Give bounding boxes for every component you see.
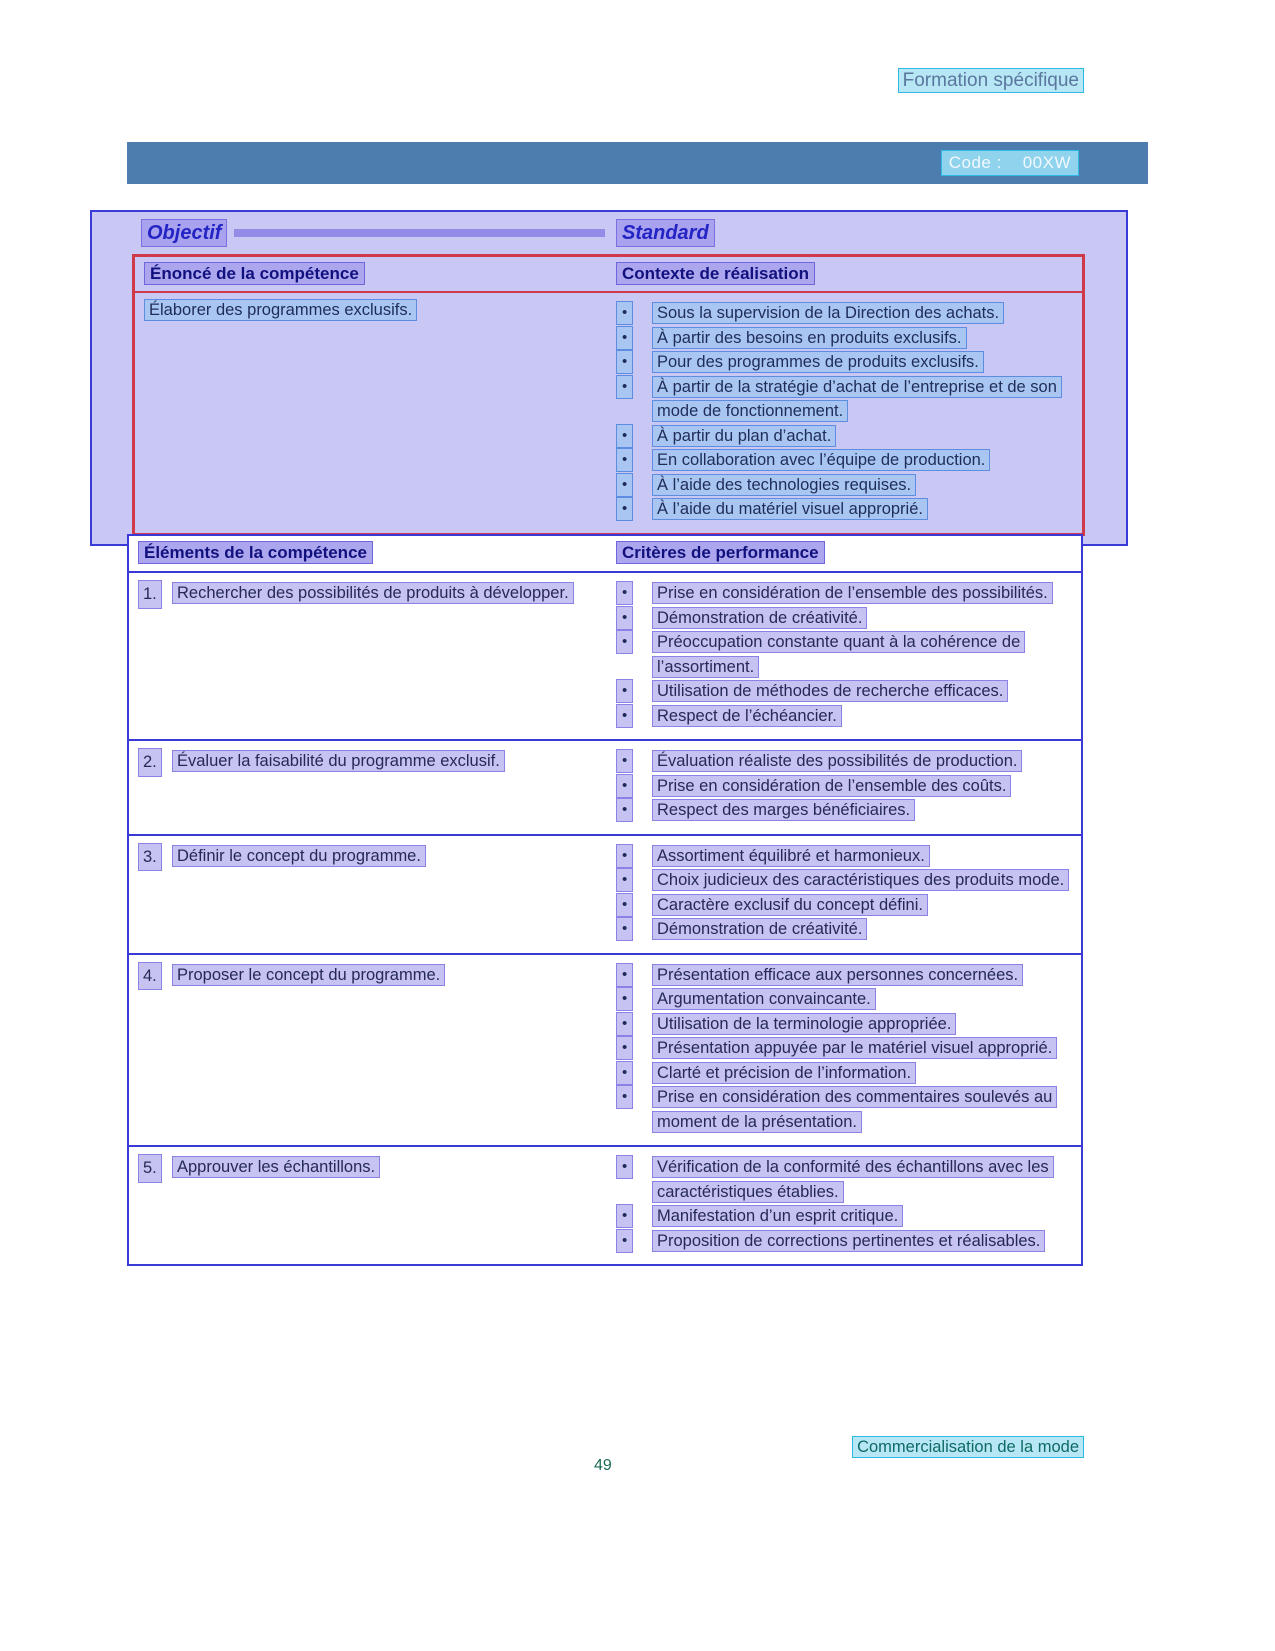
criteria-list — [617, 963, 1071, 1135]
criterion-item — [617, 581, 1071, 606]
context-item — [617, 448, 1072, 473]
context-item-text: Sous la supervision de la Direction des achats. — [653, 303, 1003, 323]
element-cell — [129, 844, 607, 942]
context-item-text: Pour des programmes de produits exclusifs. — [653, 352, 983, 372]
criterion-text: Présentation efficace aux personnes concernées. — [653, 965, 1022, 985]
competence-table-body — [135, 293, 1082, 533]
criterion-text: Vérification de la conformité des échantillons avec les caractéristiques établies. — [653, 1157, 1053, 1202]
element-text: Évaluer la faisabilité du programme exclusif. — [173, 751, 504, 771]
footer-label: Commercialisation de la mode — [853, 1437, 1083, 1457]
element-number: 3. — [139, 844, 161, 871]
element-label — [139, 1155, 597, 1180]
page-number: 49 — [594, 1457, 612, 1474]
competence-statement-cell — [135, 299, 607, 524]
criteria-list — [617, 749, 1071, 823]
element-number: 5. — [139, 1155, 161, 1182]
elements-table — [127, 534, 1083, 1266]
element-row — [129, 741, 1081, 836]
enonce-header-cell — [135, 262, 607, 286]
criterion-item — [617, 893, 1071, 918]
criterion-text: Respect des marges bénéficiaires. — [653, 800, 914, 820]
element-text: Rechercher des possibilités de produits à développer. — [173, 583, 573, 603]
element-cell — [129, 963, 607, 1135]
context-item — [617, 301, 1072, 326]
criterion-item — [617, 1229, 1071, 1254]
criterion-item — [617, 1036, 1071, 1061]
criteria-cell — [607, 581, 1081, 728]
criterion-item — [617, 1012, 1071, 1037]
criteria-cell — [607, 963, 1081, 1135]
context-item-text: À partir du plan d’achat. — [653, 426, 835, 446]
element-row — [129, 1147, 1081, 1264]
context-item — [617, 326, 1072, 351]
standard-heading-cell — [617, 220, 1083, 246]
context-cell — [607, 299, 1082, 524]
criteres-header-cell — [607, 543, 1081, 563]
criterion-item — [617, 606, 1071, 631]
competence-table-header — [135, 257, 1082, 293]
objectif-heading-cell — [142, 220, 617, 246]
criterion-item — [617, 798, 1071, 823]
criterion-text: Présentation appuyée par le matériel visuel approprié. — [653, 1038, 1056, 1058]
context-item — [617, 375, 1072, 424]
element-label — [139, 749, 597, 774]
section-title — [899, 70, 1083, 92]
criterion-text: Prise en considération de l’ensemble des coûts. — [653, 776, 1010, 796]
context-item-text: À l’aide des technologies requises. — [653, 475, 915, 495]
context-item — [617, 473, 1072, 498]
criterion-text: Démonstration de créativité. — [653, 608, 866, 628]
criterion-text: Choix judicieux des caractéristiques des produits mode. — [653, 870, 1068, 890]
element-number: 2. — [139, 749, 161, 776]
criterion-item — [617, 704, 1071, 729]
contexte-header: Contexte de réalisation — [617, 263, 814, 284]
criteria-list — [617, 844, 1071, 942]
criterion-text: Argumentation convaincante. — [653, 989, 875, 1009]
standard-heading: Standard — [617, 220, 714, 246]
criterion-text: Assortiment équilibré et harmonieux. — [653, 846, 929, 866]
element-row — [129, 573, 1081, 741]
criterion-text: Démonstration de créativité. — [653, 919, 866, 939]
element-row — [129, 955, 1081, 1148]
element-text: Définir le concept du programme. — [173, 846, 425, 866]
criterion-item — [617, 963, 1071, 988]
elements-header-cell — [129, 543, 607, 563]
criterion-text: Proposition de corrections pertinentes et réalisables. — [653, 1231, 1044, 1251]
criterion-text: Caractère exclusif du concept défini. — [653, 895, 927, 915]
criterion-item — [617, 1155, 1071, 1204]
criterion-text: Prise en considération des commentaires soulevés au moment de la présentation. — [653, 1087, 1056, 1132]
footer — [853, 1438, 1083, 1457]
context-item-text: En collaboration avec l’équipe de production. — [653, 450, 989, 470]
elements-table-header — [129, 536, 1081, 573]
context-item-text: À partir des besoins en produits exclusifs. — [653, 328, 966, 348]
heading-rule — [234, 229, 605, 237]
context-item-text: À l’aide du matériel visuel approprié. — [653, 499, 927, 519]
context-list — [617, 301, 1072, 522]
context-item — [617, 424, 1072, 449]
criteria-list — [617, 1155, 1071, 1253]
context-item — [617, 350, 1072, 375]
panel-heading-row — [142, 220, 1083, 246]
criterion-text: Utilisation de la terminologie appropriée. — [653, 1014, 955, 1034]
criterion-item — [617, 1061, 1071, 1086]
criteria-cell — [607, 749, 1081, 823]
objective-standard-panel — [90, 210, 1128, 546]
code-bar — [127, 142, 1148, 184]
criterion-item — [617, 679, 1071, 704]
context-item — [617, 497, 1072, 522]
competence-table — [132, 254, 1085, 536]
criterion-item — [617, 868, 1071, 893]
criterion-item — [617, 749, 1071, 774]
element-number: 4. — [139, 963, 161, 990]
element-label — [139, 963, 597, 988]
criterion-text: Manifestation d’un esprit critique. — [653, 1206, 902, 1226]
criterion-text: Préoccupation constante quant à la cohérence de l’assortiment. — [653, 632, 1024, 677]
section-title-text: Formation spécifique — [899, 69, 1083, 92]
criterion-text: Clarté et précision de l’information. — [653, 1063, 915, 1083]
enonce-header: Énoncé de la compétence — [145, 263, 364, 284]
element-label — [139, 581, 597, 606]
contexte-header-cell — [607, 262, 1082, 286]
criterion-item — [617, 1085, 1071, 1134]
elements-header: Éléments de la compétence — [139, 542, 372, 563]
criterion-text: Évaluation réaliste des possibilités de production. — [653, 751, 1021, 771]
element-row — [129, 836, 1081, 955]
criterion-item — [617, 987, 1071, 1012]
criterion-item — [617, 844, 1071, 869]
element-cell — [129, 1155, 607, 1253]
element-cell — [129, 749, 607, 823]
criterion-text: Respect de l’échéancier. — [653, 706, 841, 726]
criteria-cell — [607, 844, 1081, 942]
objectif-heading: Objectif — [142, 220, 226, 246]
criterion-text: Prise en considération de l’ensemble des possibilités. — [653, 583, 1052, 603]
criterion-item — [617, 917, 1071, 942]
criterion-item — [617, 630, 1071, 679]
criterion-item — [617, 774, 1071, 799]
competence-statement: Élaborer des programmes exclusifs. — [145, 300, 416, 320]
element-number: 1. — [139, 581, 161, 608]
element-text: Approuver les échantillons. — [173, 1157, 379, 1177]
criteria-cell — [607, 1155, 1081, 1253]
criteria-list — [617, 581, 1071, 728]
element-label — [139, 844, 597, 869]
criterion-item — [617, 1204, 1071, 1229]
element-cell — [129, 581, 607, 728]
element-text: Proposer le concept du programme. — [173, 965, 444, 985]
context-item-text: À partir de la stratégie d’achat de l’entreprise et de son mode de fonctionnement. — [653, 377, 1061, 422]
criteres-header: Critères de performance — [617, 542, 824, 563]
criterion-text: Utilisation de méthodes de recherche efficaces. — [653, 681, 1007, 701]
code-label: Code : 00XW — [942, 151, 1078, 175]
